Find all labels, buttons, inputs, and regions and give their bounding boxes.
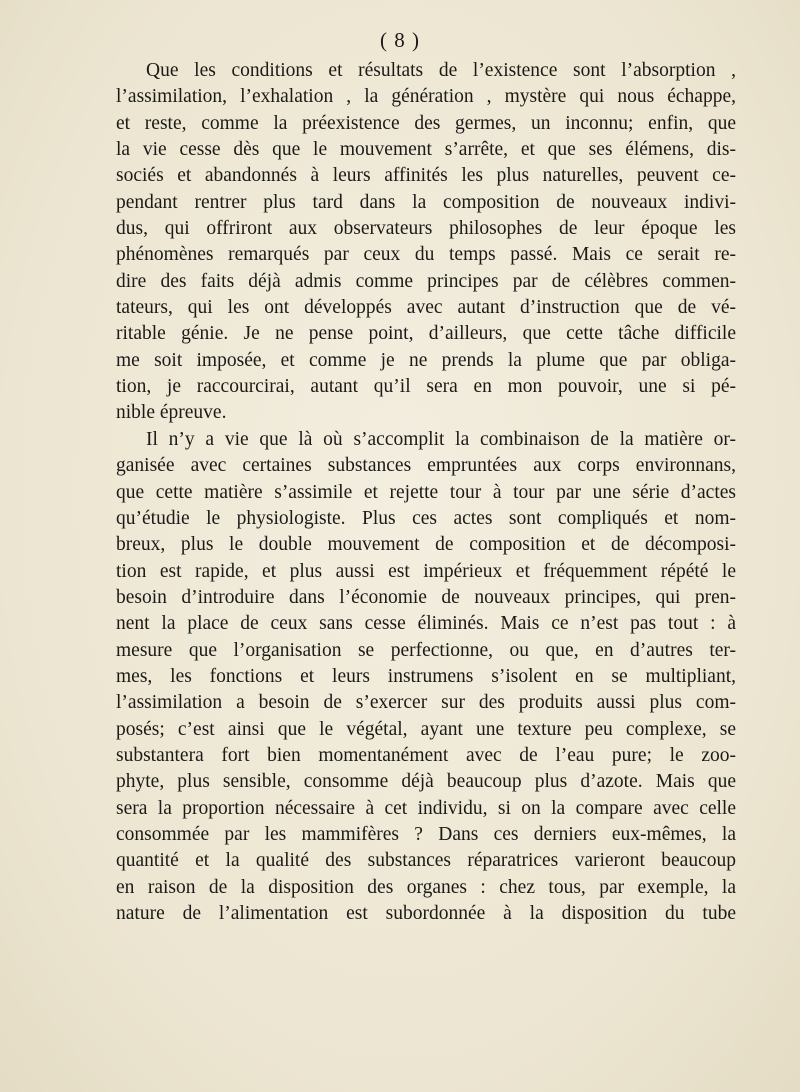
text-line: Que les conditions et résultats de l’existence sont l’absorption , <box>146 60 736 81</box>
text-line: l’assimilation a besoin de s’exercer sur des produits aussi plus com- <box>116 692 736 714</box>
text-line: besoin d’introduire dans l’économie de nouveaux principes, qui pren- <box>116 586 736 608</box>
text-line: dire des faits déjà admis comme principes par de célèbres commen- <box>116 270 736 292</box>
body-text <box>116 58 736 927</box>
text-line: me soit imposée, et comme je ne prends la plume que par obliga- <box>116 349 736 371</box>
text-line: phénomènes remarqués par ceux du temps passé. Mais ce serait re- <box>116 244 736 266</box>
text-line: la vie cesse dès que le mouvement s’arrête, et que ses élémens, dis- <box>116 139 736 161</box>
text-line: sera la proportion nécessaire à cet individu, si on la compare avec celle <box>116 797 736 819</box>
text-line: nible épreuve. <box>116 402 227 424</box>
text-line: tion, je raccourcirai, autant qu’il sera en mon pouvoir, une si pé- <box>116 376 736 398</box>
text-line: substantera fort bien momentanément avec de l’eau pure; le zoo- <box>116 744 736 766</box>
text-line: en raison de la disposition des organes : chez tous, par exemple, la <box>116 876 736 898</box>
text-line: posés; c’est ainsi que le végétal, ayant une texture peu complexe, se <box>116 718 736 740</box>
text-line: pendant rentrer plus tard dans la composition de nouveaux indivi- <box>116 191 736 213</box>
text-line: ganisée avec certaines substances empruntées aux corps environnans, <box>116 455 736 477</box>
text-line: tateurs, qui les ont développés avec autant d’instruction que de vé- <box>116 297 736 319</box>
text-line: dus, qui offriront aux observateurs philosophes de leur époque les <box>116 218 736 240</box>
text-line: nature de l’alimentation est subordonnée à la disposition du tube <box>116 903 736 924</box>
text-line: Il n’y a vie que là où s’accomplit la combinaison de la matière or- <box>146 428 736 450</box>
text-line: l’assimilation, l’exhalation , la génération , mystère qui nous échappe, <box>116 86 736 108</box>
text-line: nent la place de ceux sans cesse éliminés. Mais ce n’est pas tout : à <box>116 613 736 635</box>
text-line: mes, les fonctions et leurs instrumens s’isolent en se multipliant, <box>116 665 736 687</box>
text-line: et reste, comme la préexistence des germes, un inconnu; enfin, que <box>116 112 736 134</box>
text-line: sociés et abandonnés à leurs affinités les plus naturelles, peuvent ce- <box>116 165 736 187</box>
text-line: breux, plus le double mouvement de composition et de décomposi- <box>116 534 736 556</box>
text-line: mesure que l’organisation se perfectionne, ou que, en d’autres ter- <box>116 639 736 661</box>
text-line: ritable génie. Je ne pense point, d’ailleurs, que cette tâche difficile <box>116 323 736 345</box>
page-number: ( 8 ) <box>380 28 420 52</box>
text-line: tion est rapide, et plus aussi est impérieux et fréquemment répété le <box>116 560 736 582</box>
text-line: consommée par les mammifères ? Dans ces derniers eux-mêmes, la <box>116 823 736 845</box>
text-line: phyte, plus sensible, consomme déjà beaucoup plus d’azote. Mais que <box>116 771 736 793</box>
text-line: quantité et la qualité des substances réparatrices varieront beaucoup <box>116 850 736 872</box>
text-line: que cette matière s’assimile et rejette tour à tour par une série d’actes <box>116 481 736 503</box>
text-line: qu’étudie le physiologiste. Plus ces actes sont compliqués et nom- <box>116 507 736 529</box>
